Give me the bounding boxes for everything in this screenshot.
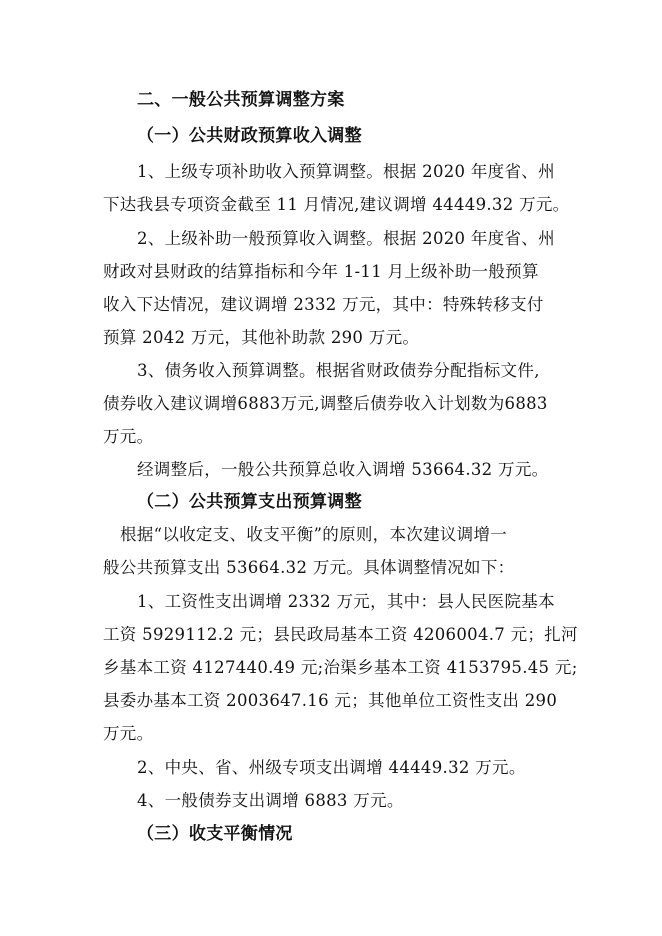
paragraph-line: 债券收入建议调增6883万元,调整后债券收入计划数为6883: [103, 394, 548, 413]
section-title: 二、一般公共预算调整方案: [137, 90, 345, 110]
paragraph-line: 预算 2042 万元，其他补助款 290 万元。: [103, 328, 420, 347]
paragraph-line: 万元。: [103, 724, 154, 743]
paragraph-line: 2、中央、省、州级专项支出调增 44449.32 万元。: [137, 758, 526, 777]
paragraph-line: 1、上级专项补助收入预算调整。根据 2020 年度省、州: [137, 162, 555, 181]
paragraph-line: 1、工资性支出调增 2332 万元，其中：县人民医院基本: [137, 592, 555, 611]
paragraph-line: 经调整后，一般公共预算总收入调增 53664.32 万元。: [137, 460, 549, 479]
subsection-title-expenditure: （二）公共预算支出预算调整: [137, 492, 362, 512]
paragraph-line: 根据“以收定支、收支平衡”的原则，本次建议调增一: [120, 525, 508, 544]
subsection-title-balance: （三）收支平衡情况: [137, 824, 293, 844]
paragraph-line: 乡基本工资 4127440.49 元;治渠乡基本工资 4153795.45 元;: [103, 658, 578, 677]
paragraph-line: 2、上级补助一般预算收入调整。根据 2020 年度省、州: [137, 229, 555, 248]
paragraph-line: 县委办基本工资 2003647.16 元；其他单位工资性支出 290: [103, 691, 558, 710]
paragraph-line: 般公共预算支出 53664.32 万元。具体调整情况如下：: [103, 558, 515, 577]
paragraph-line: 工资 5929112.2 元；县民政局基本工资 4206004.7 元；扎河: [103, 625, 578, 644]
paragraph-line: 3、债务收入预算调整。根据省财政债券分配指标文件,: [137, 361, 540, 380]
paragraph-line: 4、一般债券支出调增 6883 万元。: [137, 791, 404, 810]
paragraph-line: 财政对县财政的结算指标和今年 1-11 月上级补助一般预算: [103, 262, 539, 281]
paragraph-line: 万元。: [103, 427, 154, 446]
subsection-title-revenue: （一）公共财政预算收入调整: [137, 126, 362, 146]
paragraph-line: 收入下达情况，建议调增 2332 万元，其中：特殊转移支付: [103, 295, 544, 314]
paragraph-line: 下达我县专项资金截至 11 月情况,建议调增 44449.32 万元。: [103, 195, 570, 214]
